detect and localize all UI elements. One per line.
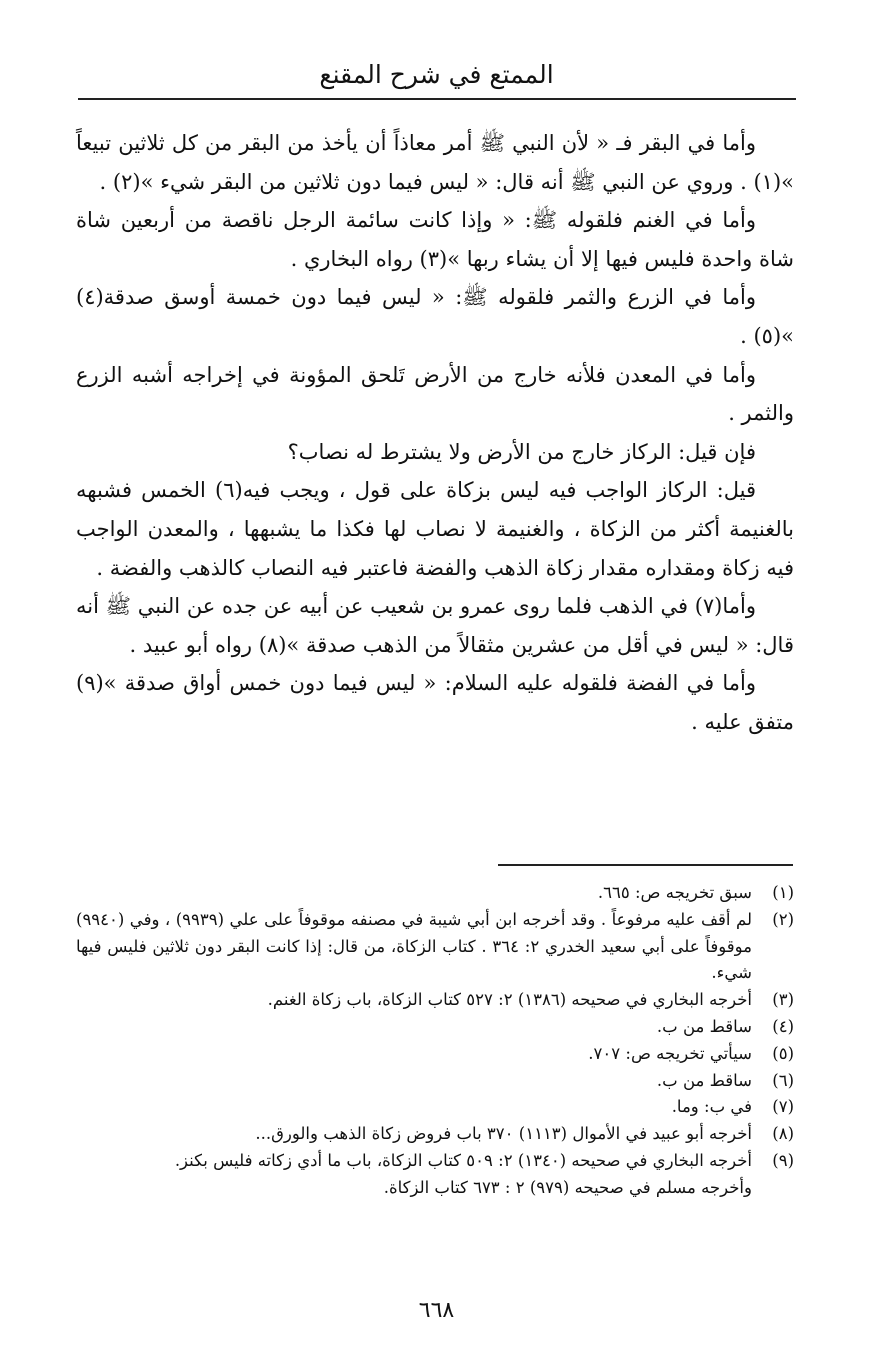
footnote-text: أخرجه البخاري في صحيحه (١٣٨٦) ٢: ٥٢٧ كتاب الزكاة، باب زكاة الغنم. bbox=[267, 990, 752, 1010]
footnotes bbox=[76, 880, 794, 1202]
header-rule bbox=[78, 98, 796, 100]
footnote-number: (٨) bbox=[772, 1124, 794, 1144]
footnote bbox=[76, 1121, 794, 1148]
paragraph-cattle: وأما في البقر فـ « لأن النبي ﷺ أمر معاذاً أن يأخذ من البقر من كل ثلاثين تبيعاً »(١) . وروي عن النبي ﷺ أنه قال: « ليس فيما دون ثلاثين من البقر شيء »(٢) . bbox=[76, 131, 794, 194]
footnote bbox=[76, 907, 794, 987]
footnote-text: أخرجه البخاري في صحيحه (١٣٤٠) ٢: ٥٠٩ كتاب الزكاة، باب ما أدي زكاته فليس بكنز. bbox=[174, 1150, 752, 1170]
footnote-text: أخرجه أبو عبيد في الأموال (١١١٣) ٣٧٠ باب فروض زكاة الذهب والورق... bbox=[255, 1124, 752, 1144]
footnote-text: ساقط من ب. bbox=[656, 1070, 752, 1090]
footnote-text: سبق تخريجه ص: ٦٦٥. bbox=[597, 883, 752, 902]
paragraph-reply: قيل: الركاز الواجب فيه ليس بزكاة على قول ، ويجب فيه(٦) الخمس فشبهه بالغنيمة أكثر من الزكاة ، والغنيمة لا نصاب لها فكذا ما يشبهها ، والمعدن الواجب فيه زكاة ومقداره مقدار زكاة الذهب والفضة فاعتبر فيه النصاب كالذهب والفضة . bbox=[76, 478, 794, 580]
footnote bbox=[76, 1068, 794, 1095]
footnote bbox=[76, 987, 794, 1014]
footnote-text: ساقط من ب. bbox=[656, 1016, 752, 1036]
footnote bbox=[76, 1094, 794, 1121]
footnote-continuation: وأخرجه مسلم في صحيحه (٩٧٩) ٢ : ٦٧٣ كتاب الزكاة. bbox=[383, 1177, 752, 1197]
footnote bbox=[76, 880, 794, 907]
footnote-number: (٥) bbox=[772, 1043, 794, 1063]
paragraph-silver: وأما في الفضة فلقوله عليه السلام: « ليس فيما دون خمس أواق صدقة »(٩) متفق عليه . bbox=[76, 671, 794, 734]
paragraph-gold: وأما(٧) في الذهب فلما روى عمرو بن شعيب عن أبيه عن جده عن النبي ﷺ أنه قال: « ليس في أقل من عشرين مثقالاً من الذهب صدقة »(٨) رواه أبو عبيد . bbox=[76, 594, 794, 657]
footnote bbox=[76, 1041, 794, 1068]
page-header-title: الممتع في شرح المقنع bbox=[319, 60, 554, 89]
footnote-text: لم أقف عليه مرفوعاً . وقد أخرجه ابن أبي شيبة في مصنفه موقوفاً على علي (٩٩٣٩) ، وفي (٩٩٤٠) موقوفاً على أبي سعيد الخدري ٢: ٣٦٤ . كتاب الزكاة، من قال: إذا كانت البقر دون ثلاثين فليس فيها شيء. bbox=[76, 909, 752, 983]
paragraph-objection: فإن قيل: الركاز خارج من الأرض ولا يشترط له نصاب؟ bbox=[287, 439, 756, 464]
paragraph-crops: وأما في الزرع والثمر فلقوله ﷺ: « ليس فيما دون خمسة أوسق صدقة(٤) »(٥) . bbox=[76, 285, 794, 348]
paragraph-sheep: وأما في الغنم فلقوله ﷺ: « وإذا كانت سائمة الرجل ناقصة من أربعين شاة شاة واحدة فليس فيها إلا أن يشاء ربها »(٣) رواه البخاري . bbox=[76, 208, 794, 271]
footnote-text: في ب: وما. bbox=[671, 1097, 752, 1117]
footnote-number: (٦) bbox=[772, 1070, 794, 1090]
footnote bbox=[76, 1014, 794, 1041]
footnote-number: (٩) bbox=[772, 1150, 794, 1170]
footnote-number: (٤) bbox=[772, 1016, 794, 1036]
main-text bbox=[76, 124, 794, 742]
footnote-number: (٣) bbox=[772, 990, 794, 1010]
footnote-number: (٢) bbox=[772, 909, 794, 929]
footnote-number: (١) bbox=[772, 883, 794, 902]
paragraph-minerals: وأما في المعدن فلأنه خارج من الأرض تَلحق المؤونة في إخراجه أشبه الزرع والثمر . bbox=[76, 362, 794, 426]
footnote-text: سيأتي تخريجه ص: ٧٠٧. bbox=[588, 1043, 752, 1063]
footnote-rule bbox=[498, 864, 793, 866]
footnote bbox=[76, 1148, 794, 1175]
footnote-number: (٧) bbox=[772, 1097, 794, 1117]
page-number: ٦٦٨ bbox=[418, 1298, 455, 1323]
